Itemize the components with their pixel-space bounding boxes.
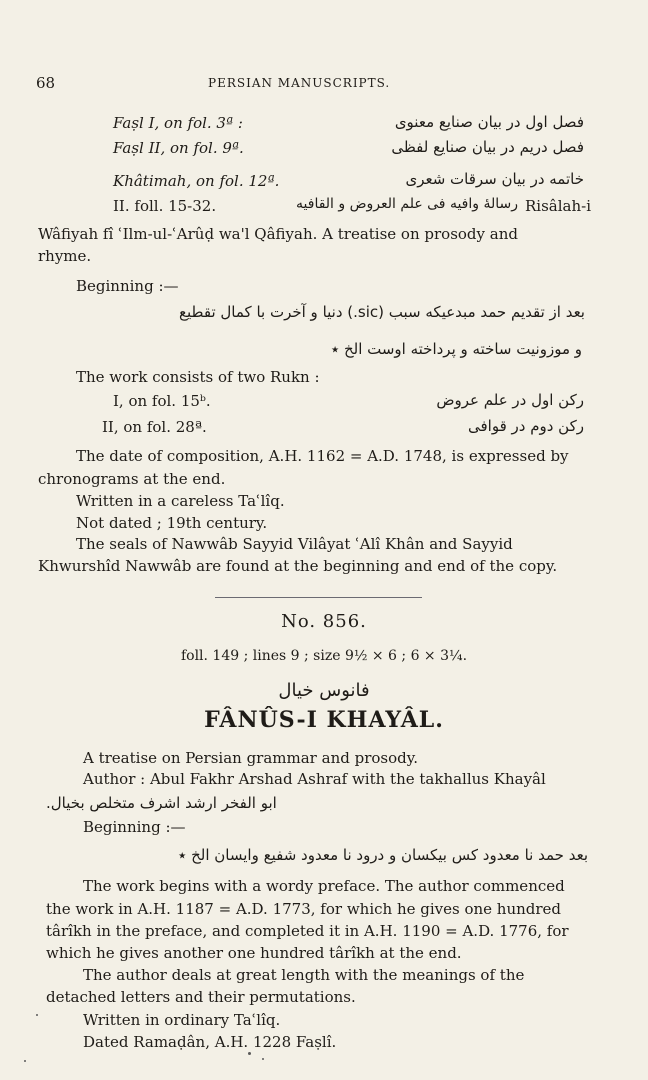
arabic-title: فانوس خیال — [278, 680, 370, 701]
text-line: detached letters and their permutations. — [46, 988, 356, 1006]
text-line: The author deals at great length with the meanings of the — [83, 966, 525, 984]
arabic-line: فصل اول در بیان صنایع معنوی — [394, 113, 584, 131]
ink-speck — [262, 1058, 264, 1060]
text-line: I, on fol. 15ᵇ. — [113, 392, 211, 410]
text-line: Not dated ; 19th century. — [76, 514, 268, 532]
arabic-line: فصل دریم در بیان صنایع لفظی — [391, 138, 584, 156]
text-line: the work in A.H. 1187 = A.D. 1773, for which he gives one hundred — [46, 900, 562, 918]
text-line: II. foll. 15-32. — [113, 197, 217, 215]
text-line: Faṣl II, on fol. 9ª. — [113, 139, 244, 157]
ink-speck — [248, 1052, 251, 1055]
text-line: The seals of Nawwâb Sayyid Vilâyat ʿAlî Khân and Sayyid — [76, 535, 513, 553]
arabic-line: رسالهٔ وافیه فی علم العروض و القافیه — [296, 196, 518, 212]
text-line: Faṣl I, on fol. 3ª : — [113, 114, 243, 132]
arabic-line: خاتمه در بیان سرقات شعری — [405, 170, 584, 188]
text-line: Beginning :— — [76, 277, 179, 295]
text-line: rhyme. — [38, 247, 92, 265]
text-line: Khâtimah, on fol. 12ª. — [113, 172, 280, 190]
text-line: Risâlah-i — [525, 197, 591, 215]
arabic-line: بعد از تقدیم حمد مبدعیکه سبب (sic.) دنیا و آخرت با کمال تقطیع — [179, 303, 585, 321]
text-line: The date of composition, A.H. 1162 = A.D. 1748, is expressed by — [76, 447, 569, 465]
text-line: The work consists of two Rukn : — [76, 368, 320, 386]
text-line: The work begins with a wordy preface. The author commenced — [83, 877, 565, 895]
section-divider — [215, 597, 422, 598]
folio-info: foll. 149 ; lines 9 ; size 9½ × 6 ; 6 × 3¼. — [180, 648, 468, 664]
arabic-line: رکن دوم در قوافی — [467, 417, 584, 435]
text-line: Beginning :— — [83, 818, 186, 836]
running-title: PERSIAN MANUSCRIPTS. — [208, 76, 391, 90]
arabic-line: رکن اول در علم عروض — [436, 391, 584, 409]
page-number: 68 — [36, 74, 56, 92]
ink-speck — [24, 1060, 26, 1062]
work-title: FÂNÛS-I KHAYÂL. — [204, 707, 444, 733]
text-line: târîkh in the preface, and completed it in A.H. 1190 = A.D. 1776, for — [46, 922, 569, 940]
text-line: Khwurshîd Nawwâb are found at the beginning and end of the copy. — [38, 557, 558, 575]
text-line: A treatise on Persian grammar and prosody. — [83, 749, 418, 767]
text-line: Written in ordinary Taʿlîq. — [83, 1011, 281, 1029]
text-line: Wâfiyah fî ʿIlm-ul-ʿArûḍ wa'l Qâfiyah. A treatise on prosody and — [38, 225, 518, 243]
text-line: Dated Ramaḍân, A.H. 1228 Faṣlî. — [83, 1033, 337, 1051]
text-line: which he gives another one hundred târîkh at the end. — [46, 944, 462, 962]
entry-number: No. 856. — [281, 611, 367, 632]
ink-speck — [36, 1014, 38, 1016]
arabic-line: و موزونیت ساخته و پرداخته اوست الخ ٭ — [331, 340, 582, 358]
text-line: Written in a careless Taʿlîq. — [76, 492, 285, 510]
text-line: II, on fol. 28ª. — [102, 418, 207, 436]
arabic-line: ابو الفخر ارشد اشرف متخلص بخیال. — [46, 794, 277, 812]
arabic-line: بعد حمد نا معدود کس بیکسان و درود نا معدود شفیع وایسان الخ ٭ — [178, 846, 588, 864]
text-line: chronograms at the end. — [38, 470, 226, 488]
text-line: Author : Abul Fakhr Arshad Ashraf with the takhallus Khayâl — [83, 770, 546, 788]
